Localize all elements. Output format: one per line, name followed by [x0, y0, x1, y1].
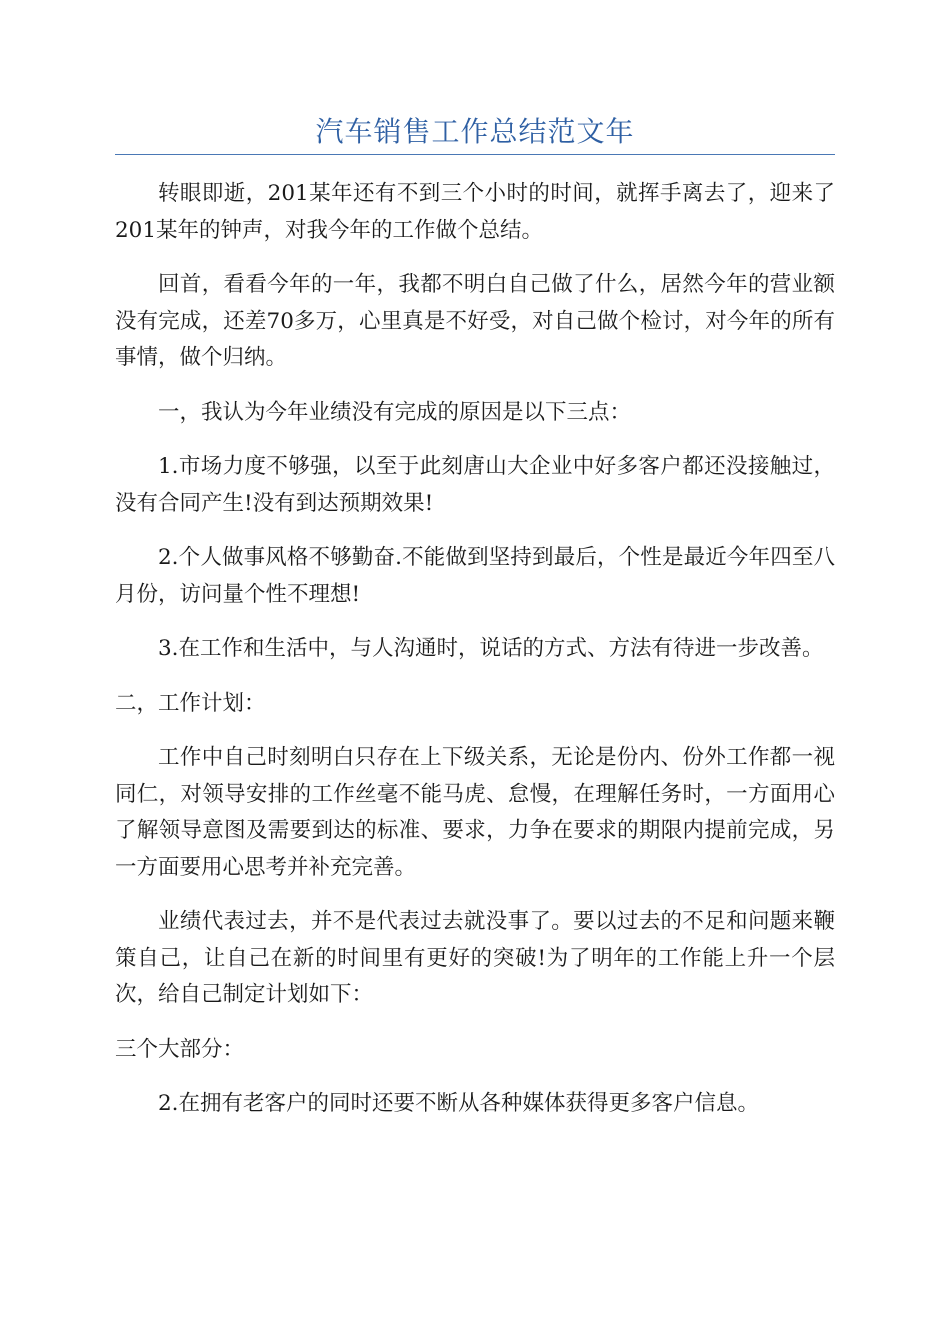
section-three-heading: 三个大部分： [115, 1036, 245, 1062]
document-body [115, 176, 835, 1141]
plan-item-2: 2.在拥有老客户的同时还要不断从各种媒体获得更多客户信息。 [158, 1091, 760, 1116]
document-title: 汽车销售工作总结范文年 [315, 115, 635, 148]
paragraph-review: 回首，看看今年的一年，我都不明白自己做了什么，居然今年的营业额没有完成，还差70多万，心里真是不好受，对自己做个检讨，对今年的所有事情，做个归纳。 [115, 272, 835, 370]
paragraph-performance: 业绩代表过去，并不是代表过去就没事了。要以过去的不足和问题来鞭策自己，让自己在新的时间里有更好的突破!为了明年的工作能上升一个层次，给自己制定计划如下： [115, 909, 835, 1007]
section-one-heading: 一，我认为今年业绩没有完成的原因是以下三点： [158, 399, 632, 425]
reason-item-3: 3.在工作和生活中，与人沟通时，说话的方式、方法有待进一步改善。 [158, 636, 824, 661]
paragraph-work-attitude: 工作中自己时刻明白只存在上下级关系，无论是份内、份外工作都一视同仁，对领导安排的工作丝毫不能马虎、怠慢，在理解任务时，一方面用心了解领导意图及需要到达的标准、要求，力争在要求的期限内提前完成，另一方面要用心思考并补充完善。 [115, 745, 835, 880]
title-underline [115, 154, 835, 155]
reason-item-2: 2.个人做事风格不够勤奋.不能做到坚持到最后，个性是最近今年四至八月份，访问量个性不理想! [115, 545, 835, 607]
paragraph-intro: 转眼即逝，201某年还有不到三个小时的时间，就挥手离去了，迎来了201某年的钟声，对我今年的工作做个总结。 [115, 181, 835, 243]
reason-item-1: 1.市场力度不够强，以至于此刻唐山大企业中好多客户都还没接触过，没有合同产生!没有到达预期效果! [115, 454, 835, 516]
section-two-heading: 二，工作计划： [115, 690, 266, 716]
